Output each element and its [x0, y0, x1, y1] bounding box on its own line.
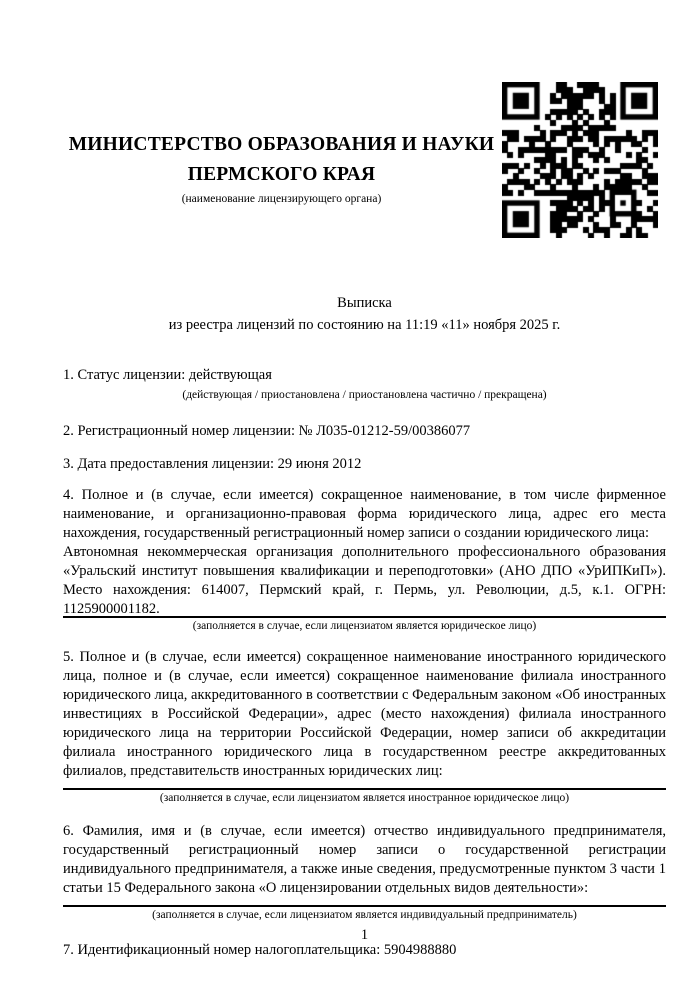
- item-entrepreneur-label: 6. Фамилия, имя и (в случае, если имеется) отчество индивидуального предпринимателя, государственный регистрационный номер записи о государственной регистрации индивидуального предпринимателя, а также иные сведения, предусмотренные пунктом 3 части 1 статьи 15 Федерального закона «О лицензировании отдельных видов деятельности»:: [63, 823, 666, 896]
- item-taxpayer-number: 7. Идентификационный номер налогоплательщика: 5904988880: [63, 942, 457, 958]
- item-legal-entity-value: Автономная некоммерческая организация дополнительного профессионального образования «Уральский институт повышения квалификации и переподготовки» (АНО ДПО «УрИПКиП»). Место нахождения: 614007, Пермский край, г. Пермь, ул. Революции, д.5, к.1. ОГРН: 1125900001182.: [63, 544, 666, 617]
- item-foreign-entity: [63, 648, 666, 806]
- document-title: [63, 292, 666, 336]
- page-number: 1: [360, 927, 369, 943]
- document-title-line1: Выписка: [337, 295, 392, 311]
- item-license-status-caption: (действующая / приостановлена / приостановлена частично / прекращена): [182, 389, 547, 401]
- issuing-authority: [63, 130, 500, 206]
- item-legal-entity: [63, 486, 666, 634]
- item-entrepreneur-caption: (заполняется в случае, если лицензиатом является индивидуальный предприниматель): [152, 909, 577, 921]
- issuing-authority-name-line2: ПЕРМСКОГО КРАЯ: [187, 164, 376, 185]
- fill-in-rule-foreign-entity: [63, 788, 666, 790]
- fill-in-rule-entrepreneur: [63, 905, 666, 907]
- issuing-authority-caption: (наименование лицензирующего органа): [181, 193, 382, 205]
- qr-code-icon: [502, 82, 658, 238]
- item-foreign-entity-label: 5. Полное и (в случае, если имеется) сокращенное наименование иностранного юридического лица, полное и (в случае, если имеется) сокращенное наименование филиала иностранного юридического лица, аккредитованного в соответствии с Федеральным законом «Об иностранных инвестициях в Российской Федерации», адрес (место нахождения) филиала иностранного юридического лица на территории Российской Федерации, номер записи об аккредитации филиала иностранного юридического лица в государственном реестре аккредитованных филиалов, представительств иностранных юридических лиц:: [63, 649, 666, 779]
- issuing-authority-name-line1: МИНИСТЕРСТВО ОБРАЗОВАНИЯ И НАУКИ: [68, 134, 495, 155]
- item-legal-entity-caption: (заполняется в случае, если лицензиатом является юридическое лицо): [192, 620, 537, 632]
- item-license-status: 1. Статус лицензии: действующая: [63, 367, 272, 383]
- item-entrepreneur: [63, 822, 666, 923]
- item-grant-date: 3. Дата предоставления лицензии: 29 июня 2012: [63, 456, 362, 472]
- document-body: [63, 292, 666, 960]
- item-registration-number: 2. Регистрационный номер лицензии: № Л035-01212-59/00386077: [63, 423, 471, 439]
- item-foreign-entity-caption: (заполняется в случае, если лицензиатом является иностранное юридическое лицо): [159, 792, 570, 804]
- document-title-line2: из реестра лицензий по состоянию на 11:19 «11» ноября 2025 г.: [168, 317, 561, 333]
- item-legal-entity-label: 4. Полное и (в случае, если имеется) сокращенное наименование, в том числе фирменное наименование, и организационно-правовая форма юридического лица, адрес его места нахождения, государственный регистрационный номер записи о создании юридического лица:: [63, 487, 666, 541]
